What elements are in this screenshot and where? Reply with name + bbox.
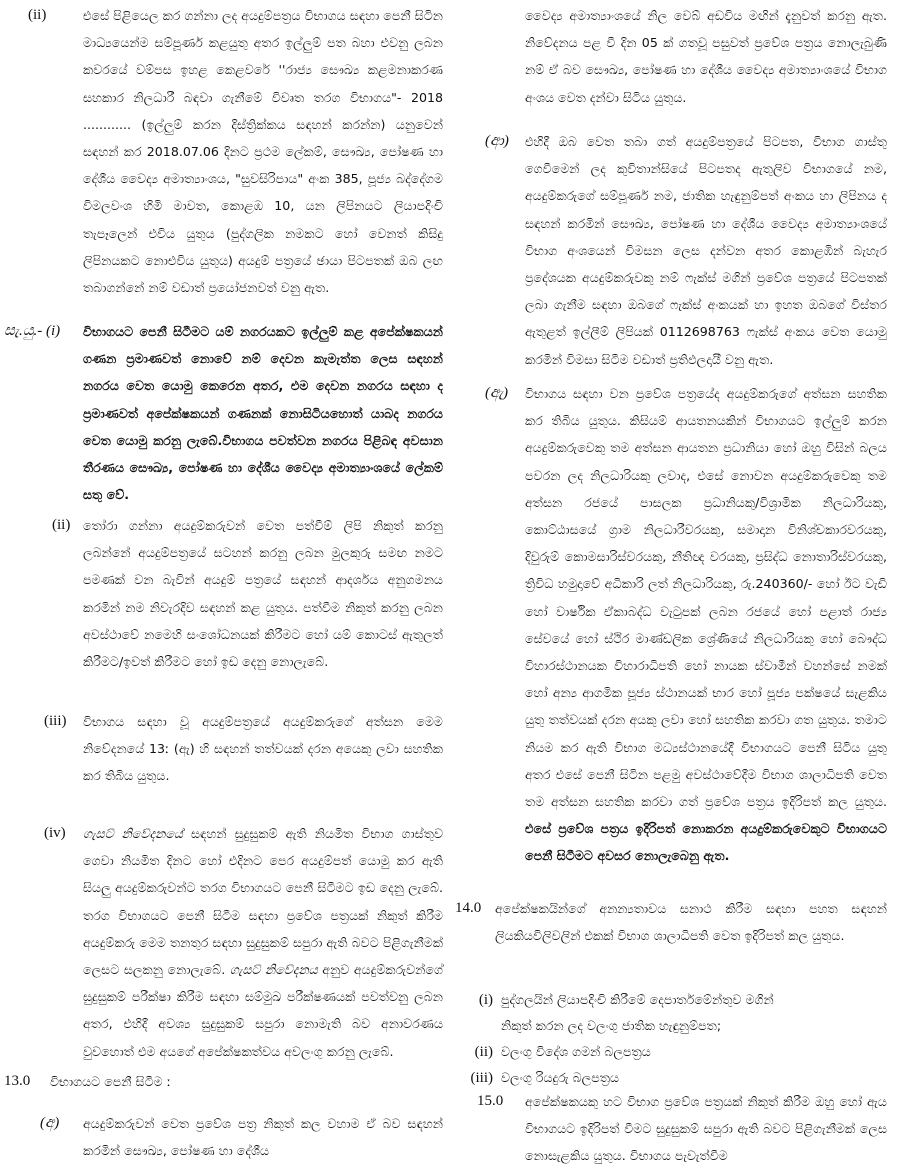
clause-label: (ඇ) — [485, 385, 509, 401]
clause-text: අයදුම්කරුවන් වෙත ප්‍රවේශ පත්‍ර නිකුත් කල වහාම ඒ බව සඳහන් කරමින් සෞඛ්‍ය, පෝෂණ හා දේශීය — [83, 1116, 443, 1159]
clause-ae — [455, 380, 900, 880]
section-number: 14.0 — [455, 900, 482, 916]
note-clause-iv — [0, 820, 455, 1065]
section-heading: විභාගයට පෙනී සිටීම ː — [50, 1074, 171, 1089]
section-number: 13.0 — [4, 1073, 31, 1089]
list-item-number: (iii) — [470, 1070, 493, 1086]
clause-a — [0, 1110, 455, 1170]
list-item-text: නිකුත් කරන ලද වලංගු ජාතික හැඳුනුම්පත; — [501, 1018, 722, 1033]
list-item — [455, 987, 900, 1013]
section-text: අපේක්ෂකයින්ගේ අනන්‍යතාවය සනාථ කිරීම සඳහා පහත සඳහන් ලියකියවිලිවලින් එකක් විභාග ශාලාධිපති වෙත ඉදිරිපත් කල යුතුය. — [495, 901, 887, 944]
clause-ii-first — [0, 0, 455, 300]
list-item — [455, 1039, 900, 1065]
clause-text — [525, 380, 887, 878]
list-item — [455, 1013, 900, 1039]
clause-label: සැ.යු.- (i) — [4, 323, 61, 339]
clause-label: (ii) — [52, 517, 71, 533]
clause-label: (iv) — [44, 825, 66, 841]
clause-text-part: සඳහන් සුදුසුකම් ඇති නියමිත විභාග ගාස්තුව ගෙවා නියමිත දිනට හෝ එදිනට පෙර අයදුම්පත් යොමු කර ඇති සියලු අයදුම්කරුවන්ට තරග විභාගයට පෙනී සිටීමට ඉඩ දෙනු ලැබේ. තරග විභාගයට පෙනී සිටීම සඳහා ප්‍රවේශ පත්‍රයක් නිකුත් කිරීම අයදුම්කරු මෙම තනතුර සඳහා සුදුසුකම් සපුරා ඇති බවට පිළිගැනීමක් ලෙසට සලකනු නොලැබේ. — [83, 826, 443, 978]
clause-text: වෛද්‍ය අමාත්‍යාංශයේ නිල වෙබ් අඩවිය මඟින් දැනුවත් කරනු ඇත. නිවේදනය පළ වී දින 05 ක් ගතවූ පසුවත් ප්‍රවේශ පත්‍රය නොලැබුණි නම් ඒ බව සෞඛ්‍ය, පෝෂණ හා දේශීය වෛද්‍ය අමාත්‍යාංශයේ විභාග අංශය වෙත දන්වා සිටිය යුතුය. — [525, 8, 887, 105]
note-clause-iii — [0, 708, 455, 793]
clause-text: විභාගයට පෙනී සිටීමට යම් නගරයකට ඉල්ලුම් කළ අපේක්ෂකයන් ගණන ප්‍රමාණවත් නොවේ නම් දෙවන කැමැත්ත ලෙස සඳහන් නගරය වෙත යොමු කෙරෙන අතර, එම දෙවන නගරය සඳහා ද ප්‍රමාණවත් අපේක්ෂකයන් ගණනක් නොසිටියහොත් යාබද නගරය වෙත යොමු කරනු ලැබේ.විභාගය පවත්වන නගරය පිළිබඳ අවසාන තීරණය සෞඛ්‍ය, පෝෂණ හා දේශීය වෛද්‍ය අමාත්‍යාංශයේ ලේකම් සතු වේ. — [83, 324, 443, 503]
section-13 — [0, 1068, 455, 1096]
list-item-text: වලංගු රියදුරු බලපත්‍රය — [501, 1070, 620, 1085]
clause-warning: එසේ ප්‍රවේශ පත්‍රය ඉදිරිපත් නොකරන අයදුම්කරුවෙකුට විභාගයට පෙනී සිටීමට අවසර නොලැබෙනු ඇත. — [525, 821, 887, 864]
clause-text: තෝරා ගන්නා අයදුම්කරුවන් වෙත පත්වීම් ලිපි නිකුත් කරනු ලබන්නේ අයදුම්පත්‍රයේ සටහන් කරනු ලබන මුලකුරු සමඟ නමට පමණක් වන බැවින් අයදුම් පත්‍රයේ සඳහන් ආදර්ශය අනුගමනය කරමින් නම නිවැරදිව සඳහන් කළ යුතුය. පත්වීම නිකුත් කරනු ලබන අවස්ථාවේ නමෙහි සංශෝධනයක් කිරීමට හෝ යම් කොටස් ඇතුලත් කිරීමට/ඉවත් කිරීමට හෝ ඉඩ දෙනු නොලැබේ. — [83, 518, 443, 670]
section-number: 15.0 — [477, 1093, 504, 1109]
clause-label: (ආ) — [485, 133, 509, 149]
clause-label: (ii) — [28, 7, 47, 23]
note-clause-i — [0, 318, 455, 503]
clause-aa — [455, 128, 900, 368]
clause-text: එසේ පිළියෙල කර ගන්නා ලද අයදුම්පත්‍රය විභාගය සඳහා පෙනී සිටින මාධ්‍යයෙන්ම සම්පූර්ණ කළයුතු අතර ඉල්ලුම් පත බහා එවනු ලබන කවරයේ වම්පස ඉහළ කෙළවරේ ''රාජ්‍ය සෞඛ්‍ය කළමනාකරණ සහකාර නිලධාරී බඳවා ගැනීමේ විවෘත තරග විභාගය"- 2018 ............ (ඉල්ලුම් කරන දිස්ත්‍රික්කය සඳහන් කරන්න) යනුවෙන් සඳහන් කර 2018.07.06 දිනට ප්‍රථම ලේකම්, සෞඛ්‍ය, පෝෂණ හා දේශීය වෛද්‍ය අමාත්‍යාංශය, "සුවසිරිපාය" අංක 385, පූජ්‍ය බද්දේගම විමලවංශ හිමි මාවත, කොළඹ 10, යන ලිපිනයට ලියාපදිංචි තැපෑලෙන් එවිය යුතුය (පුද්ගලික නමකට හෝ වෙනත් කිසිදු ලිපිනයකට නොඑවිය යුතුය) අයදුම් පත්‍රයේ ඡායා පිටපතක් ඔබ ලඟ තබාගන්නේ නම් වඩාත් ප්‍රයෝජනවත් වනු ඇත. — [83, 8, 443, 296]
clause-label: (අ) — [40, 1115, 60, 1131]
clause-text: විභාගය සඳහා වූ අයදුම්පත්‍රයේ අයදුම්කරුගේ අත්සන මෙම නිවේදනයේ 13ː (ඇ) හි සඳහන් තත්වයක් දරන අයෙකු ලවා සහතික කර තිබිය යුතුය. — [83, 714, 443, 784]
clause-label: (iii) — [44, 713, 67, 729]
clause-text-part: විභාගය සඳහා වන ප්‍රවේශ පත්‍රයේද අයදුම්කරුගේ අත්සන සහතික කර තිබිය යුතුය. කිසියම් ආයතනයකින් විභාගයට ඉල්ලුම් කරන අයදුම්කරුවෙකු තම අත්සන ආයතන ප්‍රධානියා හෝ ඔහු විසින් බලය පවරන ලද නිලධාරියකු ලවාද, එසේ නොවන අයදුම්කරුවෙකු තම අත්සන රජයේ පාසලක ප්‍රධානියකු/විශ්‍රාමික නිලධාරියකු, කොට්ඨාසයේ ග්‍රාම නිලධාරීවරයකු, සමාදාන විනිශ්චකාරවරයකු, දිවුරුම් කොමසාරිස්වරයකු, නීතිඥ වරයකු, ප්‍රසිද්ධ නොතාරිස්වරයකු, ත්‍රිවිධ හමුදාවේ අධිකාරි ලත් නිලධාරියකු, රු.240360/- හෝ ඊට වැඩි හෝ වාර්ෂික ඒකාබද්ධ වැටුපක් ලබන රජයේ හෝ පළාත් රාජ්‍ය සේවයේ හෝ ස්ථිර මාණ්ඩලික ශ්‍රේණියේ නිලධාරියකු හෝ බෞද්ධ විහාරස්ථානයක විහාරාධිපති හෝ නායක ස්වාමීන් වහන්සේ නමක් හෝ අන්‍ය ආගමික පූජ්‍ය ස්ථානයක් භාර හෝ පූජ්‍ය පක්ෂයේ සැළකිය යුතු තත්වයක් දරන අයකු ලවා හෝ සහතික කරවා ගත යුතුය. තමාට නියම කර ඇති විභාග මධ්‍යස්ථානයේදී විභාගයට පෙනී සිටිය යුතු අතර එසේ පෙනී සිටින පළමු අවස්ථාවේදීම විභාග ශාලාධිපති වෙත තම අත්සන සහතික කරවා ගත් ප්‍රවේශ පත්‍රය ඉදිරිපත් කල යුතුය. — [525, 386, 887, 810]
list-item-text: පුද්ගලයින් ලියාපදිංචි කිරීමේ දෙපාර්තමේන්තුව මගින් — [501, 992, 774, 1007]
gazette-notice-ref: ගැසට් නිවේදනයේ — [83, 826, 183, 841]
section-text: අපේක්ෂකයකු හට විභාග ප්‍රවේශ පත්‍රයක් නිකුත් කිරීම ඔහු හෝ ඇය විභාගයට ඉදිරිපත් වීමට සුදුසුකම් සපුරා ඇති බවට පිළිගැනීමක් ලෙස නොසැළකිය යුතුය. විභාගය පැවැත්වීම — [525, 1094, 887, 1164]
section-15 — [455, 1088, 900, 1174]
gazette-notice-ref: ගැසට් නිවේදනය — [229, 962, 318, 978]
clause-a-continued — [455, 0, 900, 115]
list-item-number: (ii) — [474, 1044, 493, 1060]
note-clause-ii — [0, 512, 455, 697]
list-item-text: වලංගු විදේශ ගමන් බලපත්‍රය — [501, 1044, 651, 1059]
id-documents-list — [455, 987, 900, 1091]
clause-text: එහිදී ඔබ වෙත තබා ගත් අයදුම්පත්‍රයේ පිටපත, විභාග ගාස්තු ගෙවීමෙන් ලද කුවිතාන්සියේ පිටපතද ඇතුලිව විභාගයේ නම, අයදුම්කරුගේ සම්පූර්ණ නම, ජාතික හැඳුනුම්පත් අංකය හා ලිපිනය ද සඳහන් කරමින් සෞඛ්‍ය, පෝෂණ හා දේශීය වෛද්‍ය අමාත්‍යාංශයේ විභාග අංශයෙන් විමසන ලෙස දන්වන අතර කොළඹින් බැහැර ප්‍රදේශයක අයදුම්කරුවකු නම් ෆැක්ස් මගින් ප්‍රවේශ පත්‍රයේ පිටපතක් ලබා ගැනීම සඳහා ඔබගේ ෆැක්ස් අංකයක් හා ඉහත ඔබගේ විස්තර ඇතුළත් ඉල්ලීම් ලිපියක් 0112698763 ෆැක්ස් අංකය වෙත යොමු කරමින් විමසා සිටීම වඩාත් ප්‍රතිඵලදායී වනු ඇත. — [525, 134, 887, 367]
list-item-number: (i) — [478, 992, 493, 1008]
clause-text-part: අනුව අයදුම්කරුවන්ගේ සුදුසුකම් පරීක්ෂා කිරීම සඳහා සම්මුඛ පරීක්ෂණයක් පවත්වනු ලබන අතර, එහිදී අවශ්‍ය සුදුසුකම් සපුරා නොමැති බව අනාවරණය වුවහොත් එම අයගේ අපේක්ෂකත්වය අවලංගු කරනු ලැබේ. — [83, 962, 443, 1059]
clause-text — [83, 820, 443, 1064]
section-14 — [455, 895, 900, 1086]
